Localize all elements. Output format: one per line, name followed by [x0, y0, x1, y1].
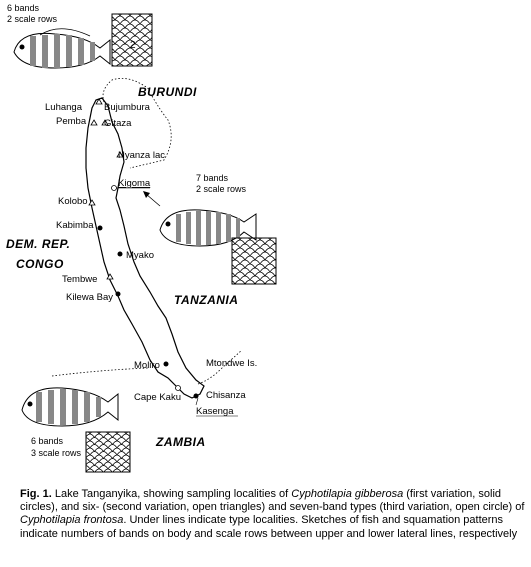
scale-pattern-2-rows-right	[232, 238, 276, 284]
fish3-bands-label: 6 bands	[31, 436, 64, 446]
caption-text-3: . Under lines indicate type localities. Sketches of fish and squamation patterns indicate numbers of bands on body and scale rows between upper and lower lateral lines, respectively	[20, 514, 518, 540]
country-burundi: BURUNDI	[138, 85, 197, 99]
locality-chisanza: Chisanza	[206, 390, 246, 401]
locality-kigoma: Kigoma	[118, 178, 151, 189]
caption-species-1: Cyphotilapia gibberosa	[291, 488, 404, 500]
scale-pattern-2-rows-top	[112, 14, 152, 66]
locality-nyanza-lac: Nyanza lac	[118, 150, 165, 161]
caption-text-2: (first variation, solid circles), and six- (second variation, open triangles) and seven-band types (third variation, open circle) of	[20, 488, 525, 514]
locality-kolobo: Kolobo	[58, 196, 88, 207]
caption-fig-label: Fig. 1.	[20, 488, 52, 500]
scale-pattern-3-rows-bottom	[86, 432, 130, 472]
locality-kilewa-bay: Kilewa Bay	[66, 292, 113, 303]
fish3-rows-label: 3 scale rows	[31, 448, 82, 458]
fish2-rows-label: 2 scale rows	[196, 184, 247, 194]
locality-mtondwe: Mtondwe Is.	[206, 358, 258, 369]
fish-sketch-6-bands-top	[14, 29, 110, 68]
fish2-bands-label: 7 bands	[196, 173, 229, 183]
country-drc-line1: DEM. REP.	[6, 237, 71, 251]
locality-myako: Myako	[126, 250, 154, 261]
fish1-bands-label: 6 bands	[7, 3, 40, 13]
figure-caption	[20, 488, 525, 541]
caption-species-2: Cyphotilapia frontosa	[20, 514, 124, 527]
lake-outline	[86, 98, 204, 398]
locality-moliro: Moliro	[134, 360, 160, 371]
locality-kasenga: Kasenga	[196, 406, 234, 417]
locality-luhanga: Luhanga	[45, 102, 82, 113]
locality-kabimba: Kabimba	[56, 220, 94, 231]
caption-text-1: Lake Tanganyika, showing sampling localities of	[51, 488, 292, 500]
country-drc-line2: CONGO	[16, 257, 64, 271]
locality-tembwe: Tembwe	[62, 274, 98, 285]
country-zambia: ZAMBIA	[156, 435, 206, 449]
fish1-rows-label: 2 scale rows	[7, 14, 58, 24]
locality-bujumbura: Bujumbura	[104, 102, 150, 113]
svg-text:2: 2	[130, 40, 136, 51]
country-tanzania: TANZANIA	[174, 293, 239, 307]
locality-pemba: Pemba	[56, 116, 87, 127]
fish-sketch-6-bands-bottom	[22, 388, 118, 426]
locality-cape-kaku: Cape Kaku	[134, 392, 182, 403]
locality-gitaza: Gitaza	[104, 118, 132, 129]
